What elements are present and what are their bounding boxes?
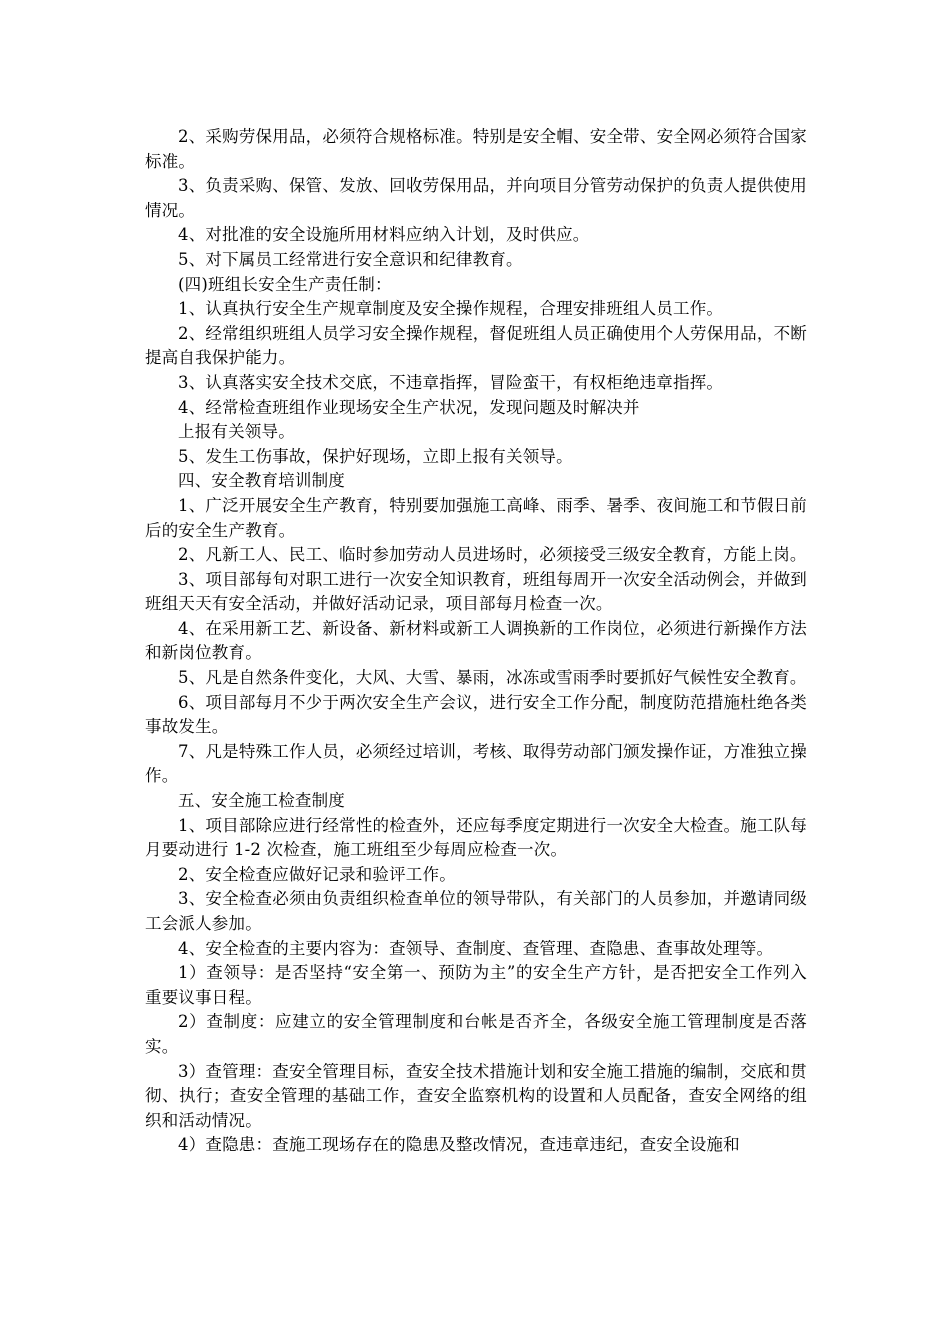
section-heading-team-leader: (四)班组长安全生产责任制：	[178, 274, 392, 294]
paragraph-training-6: 6、项目部每月不少于两次安全生产会议，进行安全工作分配，制度防范措施杜绝各类事故发生。	[145, 692, 807, 737]
paragraph-leader-4-continued: 上报有关领导。	[178, 422, 295, 442]
paragraph-inspection-4: 4、安全检查的主要内容为：查领导、查制度、查管理、查隐患、查事故处理等。	[178, 938, 774, 958]
paragraph-check-system: 2）查制度：应建立的安全管理制度和台帐是否齐全，各级安全施工管理制度是否落实。	[145, 1012, 807, 1056]
paragraph-training-1: 1、广泛开展安全生产教育，特别要加强施工高峰、雨季、暑季、夜间施工和节假日前后的安全生产教育。	[145, 495, 807, 540]
paragraph-training-5: 5、凡是自然条件变化，大风、大雪、暴雨，冰冻或雪雨季时要抓好气候性安全教育。	[178, 668, 807, 688]
paragraph-leader-2: 2、经常组织班组人员学习安全操作规程，督促班组人员正确使用个人劳保用品，不断提高自我保护能力。	[145, 323, 807, 368]
paragraph-leader-4: 4、经常检查班组作业现场安全生产状况，发现问题及时解决并	[178, 397, 640, 417]
paragraph-procure-manage: 3、负责采购、保管、发放、回收劳保用品，并向项目分管劳动保护的负责人提供使用情况。	[145, 176, 807, 220]
paragraph-inspection-2: 2、安全检查应做好记录和验评工作。	[178, 864, 456, 884]
paragraph-staff-education: 5、对下属员工经常进行安全意识和纪律教育。	[178, 249, 523, 269]
paragraph-leader-1: 1、认真执行安全生产规章制度及安全操作规程，合理安排班组人员工作。	[178, 299, 724, 319]
paragraph-training-7: 7、凡是特殊工作人员，必须经过培训，考核、取得劳动部门颁发操作证，方准独立操作。	[145, 741, 807, 786]
paragraph-inspection-3: 3、安全检查必须由负责组织检查单位的领导带队，有关部门的人员参加，并邀请同级工会派人参加。	[145, 889, 807, 933]
paragraph-inspection-1: 1、项目部除应进行经常性的检查外，还应每季度定期进行一次安全大检查。施工队每月要动进行 1-2 次检查，施工班组至少每周应检查一次。	[145, 815, 807, 860]
section-heading-training: 四、安全教育培训制度	[178, 471, 345, 491]
paragraph-leader-5: 5、发生工伤事故，保护好现场，立即上报有关领导。	[178, 446, 573, 466]
paragraph-check-management: 3）查管理：查安全管理目标，查安全技术措施计划和安全施工措施的编制，交底和贯彻、执行；查安全管理的基础工作，查安全监察机构的设置和人员配备，查安全网络的组织和活动情况。	[145, 1061, 807, 1130]
paragraph-training-4: 4、在采用新工艺、新设备、新材料或新工人调换新的工作岗位，必须进行新操作方法和新岗位教育。	[145, 618, 807, 663]
paragraph-procure-standards: 2、采购劳保用品，必须符合规格标准。特别是安全帽、安全带、安全网必须符合国家标准。	[145, 127, 807, 171]
section-heading-inspection: 五、安全施工检查制度	[178, 791, 345, 811]
document-page	[145, 125, 807, 1158]
paragraph-training-3: 3、项目部每旬对职工进行一次安全知识教育，班组每周开一次安全活动例会，并做到班组天天有安全活动，并做好活动记录，项目部每月检查一次。	[145, 569, 807, 614]
paragraph-leader-3: 3、认真落实安全技术交底，不违章指挥，冒险蛮干，有权柜绝违章指挥。	[178, 372, 724, 392]
paragraph-check-hazards: 4）查隐患：查施工现场存在的隐患及整改情况，查违章违纪，查安全设施和	[178, 1135, 740, 1155]
paragraph-training-2: 2、凡新工人、民工、临时参加劳动人员进场时，必须接受三级安全教育，方能上岗。	[178, 545, 807, 565]
paragraph-materials-plan: 4、对批准的安全设施所用材料应纳入计划，及时供应。	[178, 225, 590, 245]
paragraph-check-leadership: 1）查领导：是否坚持“安全第一、预防为主”的安全生产方针，是否把安全工作列入重要议事日程。	[145, 963, 807, 1007]
